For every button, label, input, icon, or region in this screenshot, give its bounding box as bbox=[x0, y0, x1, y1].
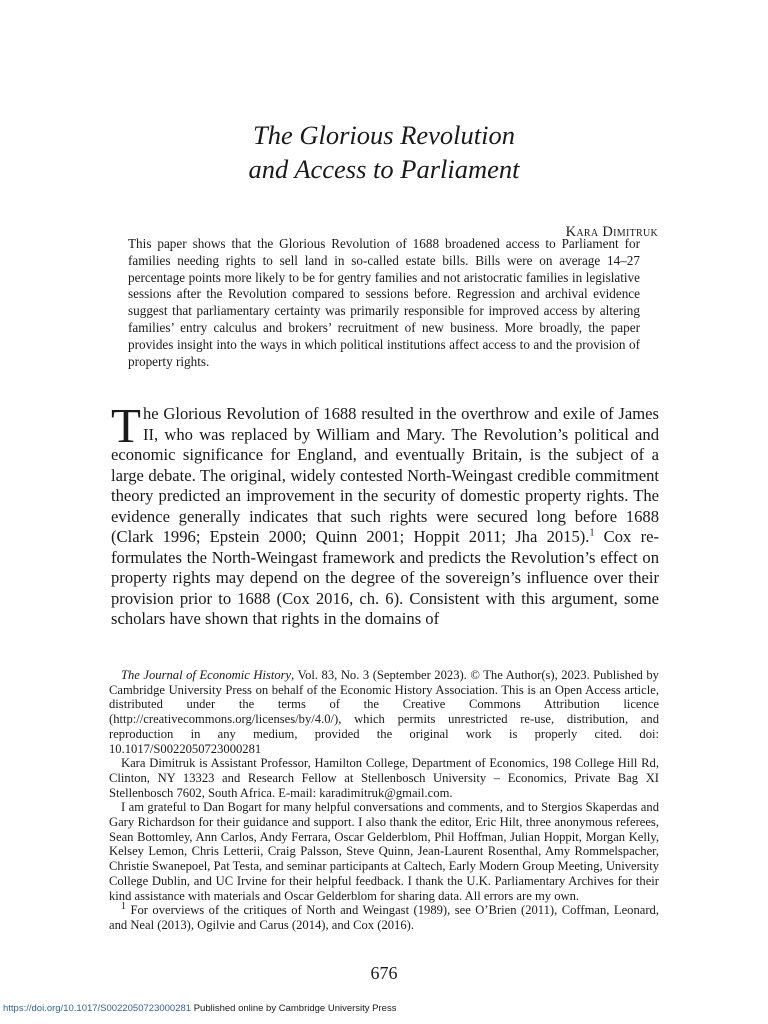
abstract: This paper shows that the Glorious Revolution of 1688 broadened access to Parliament for families needing rights to sell land in so-called estate bills. Bills were on average 14–27 percentage points more likely to be for gentry families and not aristocratic families in legislative sessions after the Revolution compared to sessions before. Regression and archival evidence suggest that parliamentary certainty was primarily responsible for improved access by altering families’ entry calculus and brokers’ recruitment of new business. More broadly, the paper provides insight into the ways in which political institutions affect access to and the provision of property rights. bbox=[128, 236, 640, 369]
body-text-part-1: he Glorious Revolution of 1688 resulted in the overthrow and exile of James II, who was replaced by William and Mary. The Revolution’s political and economic significance for England, and eventually Britain, is the subject of a large debate. The original, widely contested North-Weingast credible commitment theory predicted an improvement in the security of domestic property rights. The evidence generally indicates that such rights were secured long before 1688 (Clark 1996; Epstein 2000; Quinn 2001; Hoppit 2011; Jha 2015). bbox=[111, 404, 659, 546]
footnote-1 bbox=[109, 903, 659, 932]
title-line-2: and Access to Parliament bbox=[248, 154, 520, 184]
doi-link[interactable]: https://doi.org/10.1017/S0022050723000281 bbox=[3, 1003, 192, 1014]
author-affiliation: Kara Dimitruk is Assistant Professor, Hamilton College, Department of Economics, 198 College Hill Rd, Clinton, NY 13323 and Research Fellow at Stellenbosch University – Economics, Private Bag XI Stellenbosch 7602, South Africa. E-mail: karadimitruk@gmail.com. bbox=[109, 756, 659, 800]
page-number: 676 bbox=[370, 963, 398, 983]
license-text: , Vol. 83, No. 3 (September 2023). © The Author(s), 2023. Published by Cambridge University Press on behalf of the Economic History Association. This is an Open Access article, distributed under the terms of the Creative Commons Attribution licence (http://creativecommons.org/licenses/by/4.0/), which permits unrestricted re-use, distribution, and reproduction in any medium, provided the original work is properly cited. doi: 10.1017/S0022050723000281 bbox=[109, 668, 659, 756]
body-text-part-2: Cox re-formulates the North-Weingast framework and predicts the Revolution’s effect on property rights may depend on the degree of the sovereign’s influence over their provision prior to 1688 (Cox 2016, ch. 6). Consistent with this argument, some scholars have shown that rights in the domains of bbox=[111, 527, 659, 628]
footnote-1-text: For overviews of the critiques of North and Weingast (1989), see O’Brien (2011), Coffman, Leonard, and Neal (2013), Ogilvie and Carus (2014), and Cox (2016). bbox=[109, 903, 659, 932]
body-paragraph bbox=[111, 398, 659, 630]
drop-cap: T bbox=[111, 398, 141, 453]
footnote-reference-1[interactable]: 1 bbox=[589, 527, 595, 539]
acknowledgements: I am grateful to Dan Bogart for many helpful conversations and comments, and to Stergios Skaperdas and Gary Richardson for their guidance and support. I also thank the editor, Eric Hilt, three anonymous referees, Sean Bottomley, Ann Carlos, Andy Ferrara, Oscar Gelderblom, Phil Hoffman, Julian Hoppit, Morgan Kelly, Kelsey Lemon, Chris Letterii, Craig Palsson, Steve Quinn, Jean-Laurent Rosenthal, Amy Rommelspacher, Christie Swanepoel, Pat Testa, and seminar participants at Caltech, Early Modern Group Meeting, University College Dublin, and UC Irvine for their helpful feedback. I thank the U.K. Parliamentary Archives for their kind assistance with materials and Oscar Gelderblom for sharing data. All errors are my own. bbox=[109, 800, 659, 903]
published-online-text: Published online by Cambridge University Press bbox=[191, 1003, 397, 1014]
article-title bbox=[0, 118, 768, 186]
journal-name: The Journal of Economic History bbox=[121, 668, 292, 682]
title-line-1: The Glorious Revolution bbox=[252, 120, 516, 150]
footnotes-section bbox=[109, 668, 659, 933]
publication-footer bbox=[0, 1003, 396, 1014]
author-name: Kara Dimitruk bbox=[565, 224, 658, 240]
footnote-1-marker: 1 bbox=[121, 901, 126, 913]
journal-citation bbox=[109, 668, 659, 756]
